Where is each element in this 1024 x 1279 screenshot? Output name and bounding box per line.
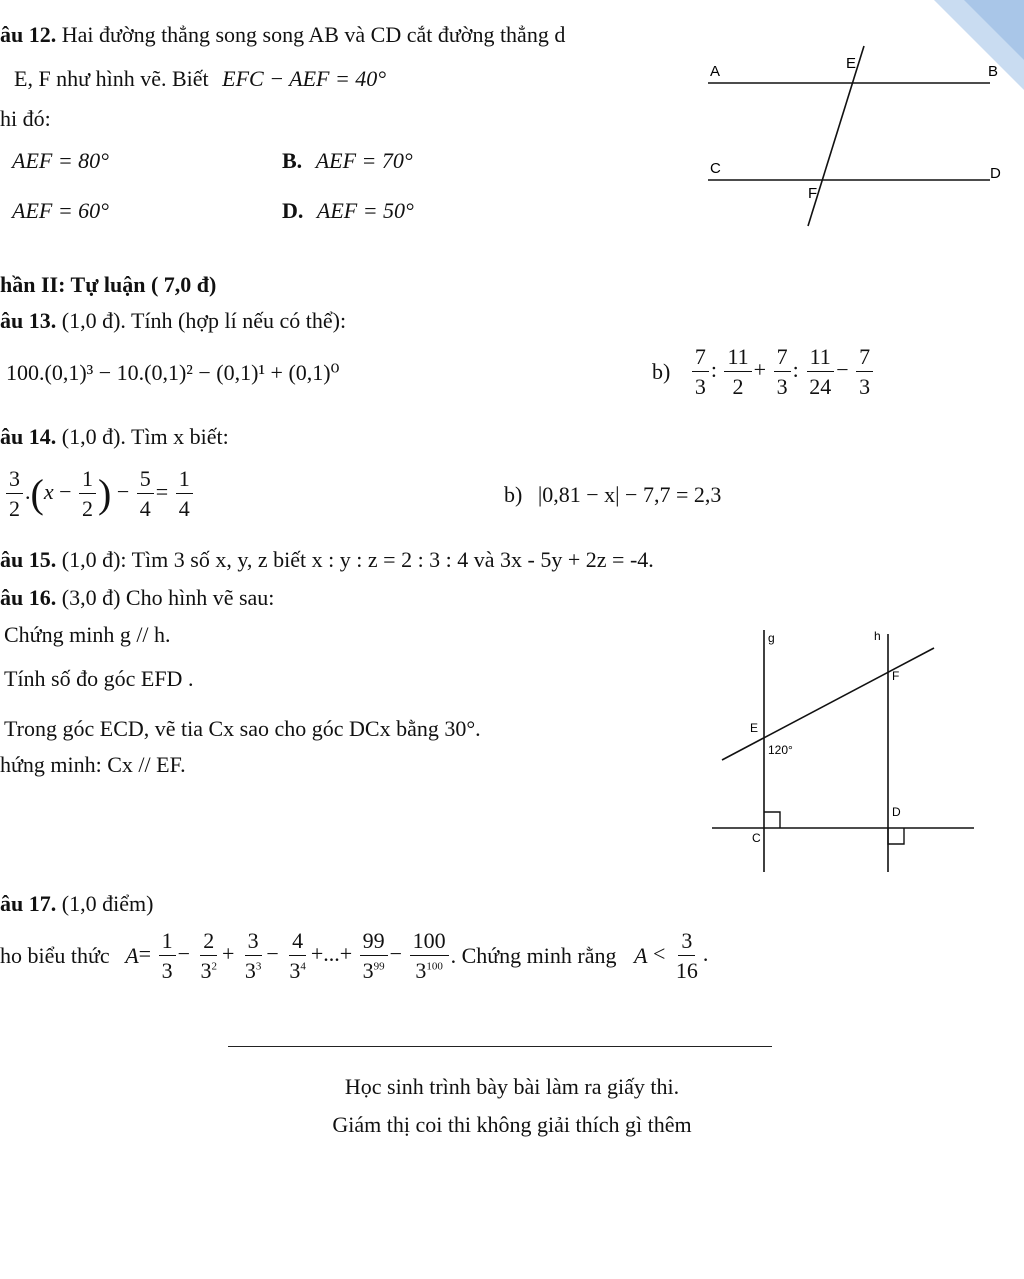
q13-frac-4: $\frac{11}{24}$ bbox=[806, 344, 834, 400]
q12-option-b-label: B. bbox=[282, 148, 303, 173]
label-e: E bbox=[846, 55, 857, 72]
q17-bound: $\frac{3}{16}$ bbox=[675, 928, 698, 984]
q17-expression-data bbox=[0, 1000, 25, 1001]
q14-frac-1: $\frac{3}{2}$ bbox=[6, 466, 23, 522]
q14-a-expression bbox=[4, 536, 14, 537]
right-angle-c bbox=[764, 812, 780, 828]
q16-label: âu 16. bbox=[0, 585, 57, 610]
q17-lead: ho biểu thức bbox=[0, 943, 110, 969]
line-ef bbox=[722, 648, 934, 760]
q16-line bbox=[0, 585, 274, 610]
q17-term-99: $\frac{99}{3^{99}}$ bbox=[360, 928, 388, 984]
label-c: C bbox=[710, 160, 721, 177]
q15-text: (1,0 đ): Tìm 3 số x, y, z biết x : y : z = 2 : 3 : 4 và 3x - 5y + 2z = -4. bbox=[61, 547, 654, 572]
q13-b-expression bbox=[652, 408, 664, 409]
q12-line1 bbox=[0, 22, 565, 47]
q16-item-c: Trong góc ECD, vẽ tia Cx sao cho góc DCx bằng 30°. bbox=[4, 716, 481, 741]
label-e: E bbox=[750, 721, 759, 735]
q17-expression-row: ho biểu thức A= $\frac{1}{3}$ − $\frac{2}{3^2}$ + $\frac{3}{3^3}$ − $\frac{4}{3^4}$ +...+ $\frac{99}{3^{99}}$ − $\frac{100}{3^{100}}$ . Chứng minh rằng A < $\frac{3}{16}$ . bbox=[0, 928, 709, 984]
q13-label: âu 13. bbox=[0, 308, 57, 333]
q17-ineq-text bbox=[21, 1000, 25, 1001]
q14-b-expression: |0,81 − x| − 7,7 = 2,3 bbox=[537, 482, 722, 507]
q12-line2 bbox=[14, 66, 386, 91]
q13-frac-3: $\frac{7}{3}$ bbox=[774, 344, 791, 400]
footer-line-1: Học sinh trình bày bài làm ra giấy thi. bbox=[344, 1074, 680, 1099]
q16-item-d: hứng minh: Cx // EF. bbox=[0, 752, 186, 777]
q16-item-b: Tính số đo góc EFD . bbox=[4, 666, 194, 691]
part2-title: hần II: Tự luận ( 7,0 đ) bbox=[0, 272, 217, 297]
q17-term-2: $\frac{2}{3^2}$ bbox=[200, 928, 217, 984]
q14-frac-2: $\frac{1}{2}$ bbox=[79, 466, 96, 522]
q13-part-b: b) $\frac{7}{3}$ : $\frac{11}{2}$ + $\frac{7}{3}$ : $\frac{11}{24}$ − $\frac{7}{3}$ bbox=[652, 344, 875, 400]
label-a: A bbox=[710, 63, 721, 80]
q12-lead: hi đó: bbox=[0, 106, 51, 131]
q17-tail: . Chứng minh rằng bbox=[450, 943, 617, 969]
q15-line bbox=[0, 547, 654, 572]
q13-line bbox=[0, 308, 346, 333]
label-c: C bbox=[752, 831, 761, 845]
footer-line-2: Giám thị coi thi không giải thích gì thêm bbox=[332, 1112, 692, 1137]
q14-label: âu 14. bbox=[0, 424, 57, 449]
q14-frac-3: $\frac{5}{4}$ bbox=[137, 466, 154, 522]
q12-option-d-text: AEF = 50° bbox=[316, 198, 414, 223]
q16-text: (3,0 đ) Cho hình vẽ sau: bbox=[61, 585, 275, 610]
q12-expression: EFC − AEF = 40° bbox=[222, 66, 387, 91]
label-g: g bbox=[768, 631, 775, 645]
q16-item-a: Chứng minh g // h. bbox=[4, 622, 171, 647]
q12-figure bbox=[700, 40, 1010, 230]
footer-divider bbox=[228, 1046, 772, 1047]
q17-term-1: $\frac{1}{3}$ bbox=[159, 928, 176, 984]
q13-b-label: b) bbox=[652, 359, 671, 385]
q12-option-d bbox=[282, 198, 414, 223]
q14-part-a-visual: $\frac{3}{2}$ .(x − $\frac{1}{2}$ ) − $\frac{5}{4}$ = $\frac{1}{4}$ bbox=[4, 466, 195, 522]
q15-label: âu 15. bbox=[0, 547, 57, 572]
q13-frac-5: $\frac{7}{3}$ bbox=[856, 344, 873, 400]
q12-option-b bbox=[282, 148, 413, 173]
label-b: B bbox=[988, 63, 999, 80]
q14-text: (1,0 đ). Tìm x biết: bbox=[61, 424, 229, 449]
q17-expr-text bbox=[0, 1000, 21, 1001]
q17-text: (1,0 điểm) bbox=[61, 891, 154, 916]
q14-part-b bbox=[504, 482, 721, 507]
q12-option-a: AEF = 80° bbox=[12, 148, 109, 173]
label-d: D bbox=[892, 805, 901, 819]
label-d: D bbox=[990, 165, 1001, 182]
right-angle-d bbox=[888, 828, 904, 844]
q12-text1: Hai đường thẳng song song AB và CD cắt đường thẳng d bbox=[61, 22, 566, 47]
q13-frac-2: $\frac{11}{2}$ bbox=[724, 344, 751, 400]
q12-option-c: AEF = 60° bbox=[12, 198, 109, 223]
label-f: F bbox=[892, 669, 900, 683]
q12-option-d-label: D. bbox=[282, 198, 304, 223]
q17-term-100: $\frac{100}{3^{100}}$ bbox=[410, 928, 449, 984]
q17-label: âu 17. bbox=[0, 891, 57, 916]
label-angle: 120° bbox=[768, 743, 793, 757]
q17-line bbox=[0, 891, 153, 916]
q13-part-a: 100.(0,1)³ − 10.(0,1)² − (0,1)¹ + (0,1)⁰ bbox=[6, 360, 340, 385]
label-f: F bbox=[808, 185, 818, 202]
q16-figure bbox=[712, 620, 978, 876]
q14-b-label: b) bbox=[504, 482, 523, 507]
q14-line bbox=[0, 424, 229, 449]
q12-text2a: E, F như hình vẽ. Biết bbox=[14, 66, 209, 91]
label-h: h bbox=[874, 629, 881, 643]
q17-term-3: $\frac{3}{3^3}$ bbox=[244, 928, 262, 984]
q12-option-b-text: AEF = 70° bbox=[315, 148, 413, 173]
q14-frac-4: $\frac{1}{4}$ bbox=[176, 466, 193, 522]
q17-term-4: $\frac{4}{3^4}$ bbox=[289, 928, 306, 984]
q13-text: (1,0 đ). Tính (hợp lí nếu có thể): bbox=[61, 308, 347, 333]
q12-label: âu 12. bbox=[0, 22, 57, 47]
q13-frac-1: $\frac{7}{3}$ bbox=[692, 344, 709, 400]
